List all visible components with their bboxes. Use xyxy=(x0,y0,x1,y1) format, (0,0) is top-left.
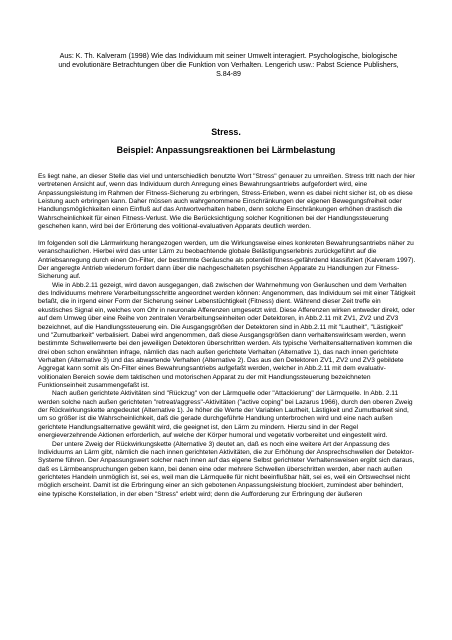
body-text xyxy=(38,173,416,499)
paragraph: Wie in Abb.2.11 gezeigt, wird davon ausgegangen, daß zwischen der Wahrnehmung von Geräuschen und dem Verhalten des Individuums mehrere Verarbeitungsschritte angeordnet werden können: Angenommen, das Individuum sei mit einer Tätigkeit befaßt, die in irgend einer Form der Sicherung seiner Lebenstüchtigkeit (Fitness) dient. Während dieser Zeit treffe ein ekustisches Signal ein, welches vom Ohr in neuronale Afferenzen umgesetzt wird. Diese Afferenzen wirken entweder direkt, oder auf dem Umweg über eine Reihe von zentralen Verarbeitungseinheiten oder Detektoren, in Abb.2.11 mit ZV1, ZV2 und ZV3 bezeichnet, auf die Handlungssteuerung ein. Die Ausgangsgrößen der Detektoren sind in Abb.2.11 mit "Lautheit", "Lästigkeit" und "Zumutbarkeit" verbalisiert. Dabei wird angenommen, daß diese Ausgangsgrößen dann verhaltenswirksam werden, wenn bestimmte Schwellenwerte bei den jeweiligen Detektoren überschritten werden. Als typische Verhaltensalternativen kommen die drei oben schon erwähnten infrage, nämlich das nach außen gerichtete Verhalten (Alternative 1), das nach innen gerichtete Verhalten (Alternative 3) und das abwartende Verhalten (Alternative 2). Das aus den Detektoren ZV1, ZV2 und ZV3 gebildete Aggregat kann somit als On-Filter eines Bewahrungsantriebs aufgefaßt werden, welcher in Abb.2.11 mit dem evaluativ-volitionalen Bereich sowie dem taktischen und motorischen Apparat zu der mit Handlungssteuerung bezeichneten Funktionseinheit zusammengefaßt ist. xyxy=(38,281,416,390)
paragraph: Nach außen gerichtete Aktivitäten sind "Rückzug" von der Lärmquelle oder "Attackierung" der Lärmquelle. In Abb. 2.11 werden solche nach außen gerichteten "retreat/aggress"-Aktivitäten ("active coping" bei Lazarus 1966), durch den oberen Zweig der Rückwirkungskette angedeutet (Alternative 1). Je höher die Werte der Variablen Lautheit, Lästigkeit und Zumutbarkeit sind, um so größer ist die Wahrscheinlichkeit, daß die gerade durchgeführte Handlung unterbrochen wird und eine nach außen gerichtete Handlungsalternative gewählt wird, die geeignet ist, den Lärm zu mindern. Hierzu sind in der Regel energieverzehrende Aktionen erforderlich, auf welche der Körper humoral und vegetativ vorbereitet und eingestellt wird. xyxy=(38,390,413,440)
section-heading: Stress. xyxy=(211,127,241,137)
source-citation: Aus: K. Th. Kalveram (1998) Wie das Individuum mit seiner Umwelt interagiert. Psychologische, biologische und evolutionäre Betrachtungen über die Funktion von Verhalten. Lengerich usw.: Pabst Science Publishers, S.84-89 xyxy=(58,52,399,79)
section-subheading: Beispiel: Anpassungsreaktionen bei Lärmbelastung xyxy=(116,145,336,155)
paragraph: Es liegt nahe, an dieser Stelle das viel und unterschiedlich benutzte Wort "Stress" genauer zu umreißen. Stress tritt nach der hier vertretenen Ansicht auf, wenn das Individuum durch Anregung eines Bewahrungsantriebs aufgefordert wird, eine Anpassungsleistung im Rahmen der Fitness-Sicherung zu erbringen, Stress-Erleben, wenn es dabei nicht sicher ist, ob es diese Leistung auch erbringen kann. Daher müssen auch wahrgenommene Einschränkungen der eigenen Bewegungsfreiheit oder Handlungsmöglichkeiten einen Einfluß auf das Antwortverhalten haben, denn solche Einschränkungen erhöhen drastisch die Wahrscheinlichkeit für einen Fitness-Verlust. Wie die Berücksichtigung solcher Kognitionen bei der Handlungssteuerung geschehen kann, wird bei der Erörterung des volitional-evaluativen Apparats deutlich werden. xyxy=(38,173,416,231)
paragraph: Der untere Zweig der Rückwirkungskette (Alternative 3) deutet an, daß es noch eine weitere Art der Anpassung des Individuums an Lärm gibt, nämlich die nach innen gerichteten Aktivitäten, die zur Erhöhung der Ansprechschwellen der Detektor-Systeme führen. Der Anpassungswert solcher nach innen auf das eigene Selbst gerichteter Verhaltensweisen ergibt sich daraus, daß es Lärmbeanspruchungen geben kann, bei denen eine oder mehrere Schwellen überschritten werden, aber nach außen gerichtetes Handeln unmöglich ist, sei es, weil man die Lärmquelle für nicht beeinflußbar hält, sei es, weil ein Ortswechsel nicht möglich erscheint. Damit ist die Erbringung einer an sich gebotenen Anpassungsleistung blockiert, zumindest aber behindert, eine typische Konstellation, in der eben "Stress" erlebt wird; denn die Aufforderung zur Erbringung der äußeren xyxy=(38,440,415,498)
paragraph: Im folgenden soll die Lärmwirkung herangezogen werden, um die Wirkungsweise eines konkreten Bewahrungsantriebs näher zu veranschaulichen. Hierbei wird das unter Lärm zu beobachtende globale Belästigungserlebnis zurückgeführt auf die Antriebsanregung durch einen On-Filter, der bestimmte Geräusche als potentiell fitness-gefährdend klassifiziert (Kalveram 1997). Der angeregte Antrieb wiederum fordert dann über die nachgeschalteten psychischen Apparate zu Handlungen zur Fitness-Sicherung auf. xyxy=(38,239,416,281)
